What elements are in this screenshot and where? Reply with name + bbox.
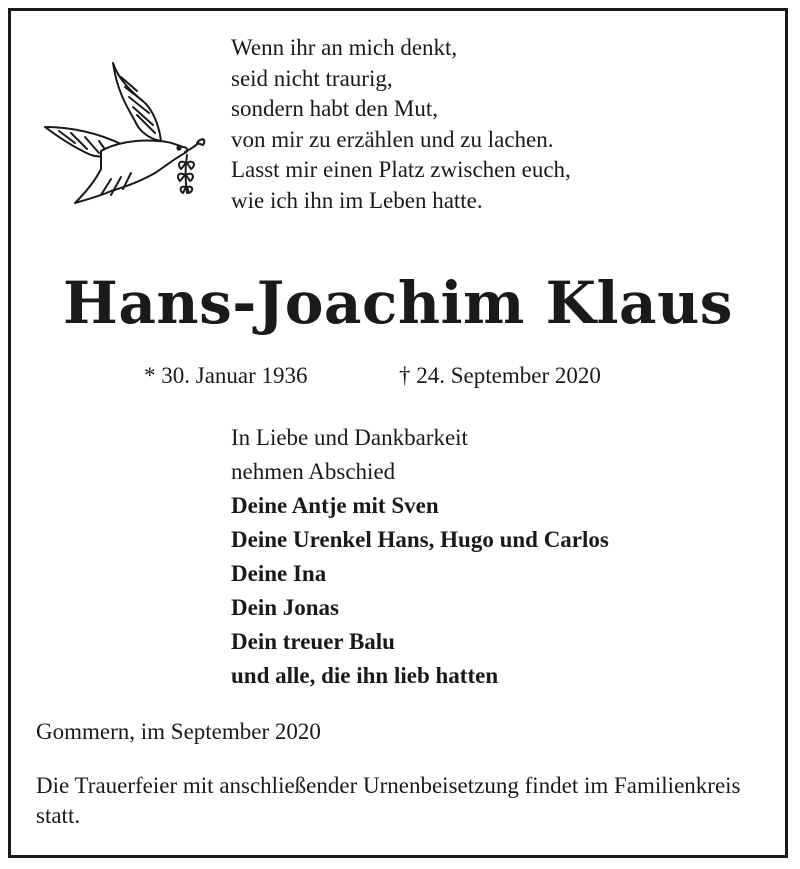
mourner-name: Deine Ina xyxy=(231,561,327,586)
poem xyxy=(231,33,571,216)
obituary-frame xyxy=(8,8,788,858)
mourner-name: Deine Urenkel Hans, Hugo und Carlos xyxy=(231,527,609,552)
mourners-block xyxy=(231,421,609,693)
mourner-name: und alle, die ihn lieb hatten xyxy=(231,663,499,688)
place-date: Gommern, im September 2020 xyxy=(36,719,321,744)
poem-line: seid nicht traurig, xyxy=(231,65,393,91)
birth-date: * 30. Januar 1936 xyxy=(144,363,308,388)
deceased-name: Hans-Joachim Klaus xyxy=(63,269,733,337)
poem-line: von mir zu erzählen und zu lachen. xyxy=(231,126,554,152)
mourner-name: Deine Antje mit Sven xyxy=(231,493,439,518)
poem-line: wie ich ihn im Leben hatte. xyxy=(231,187,483,213)
dove-icon xyxy=(41,51,211,206)
death-date: † 24. September 2020 xyxy=(399,363,601,388)
mourner-name: Dein treuer Balu xyxy=(231,629,395,654)
poem-line: Wenn ihr an mich denkt, xyxy=(231,35,458,60)
mourners-intro: In Liebe und Dankbarkeit xyxy=(231,425,468,450)
mourners-intro: nehmen Abschied xyxy=(231,459,396,484)
mourner-name: Dein Jonas xyxy=(231,595,339,620)
poem-line: Lasst mir einen Platz zwischen euch, xyxy=(231,157,571,182)
funeral-notice: Die Trauerfeier mit anschließender Urnenbeisetzung findet im Familienkreis statt. xyxy=(36,773,741,828)
poem-line: sondern habt den Mut, xyxy=(231,96,438,121)
